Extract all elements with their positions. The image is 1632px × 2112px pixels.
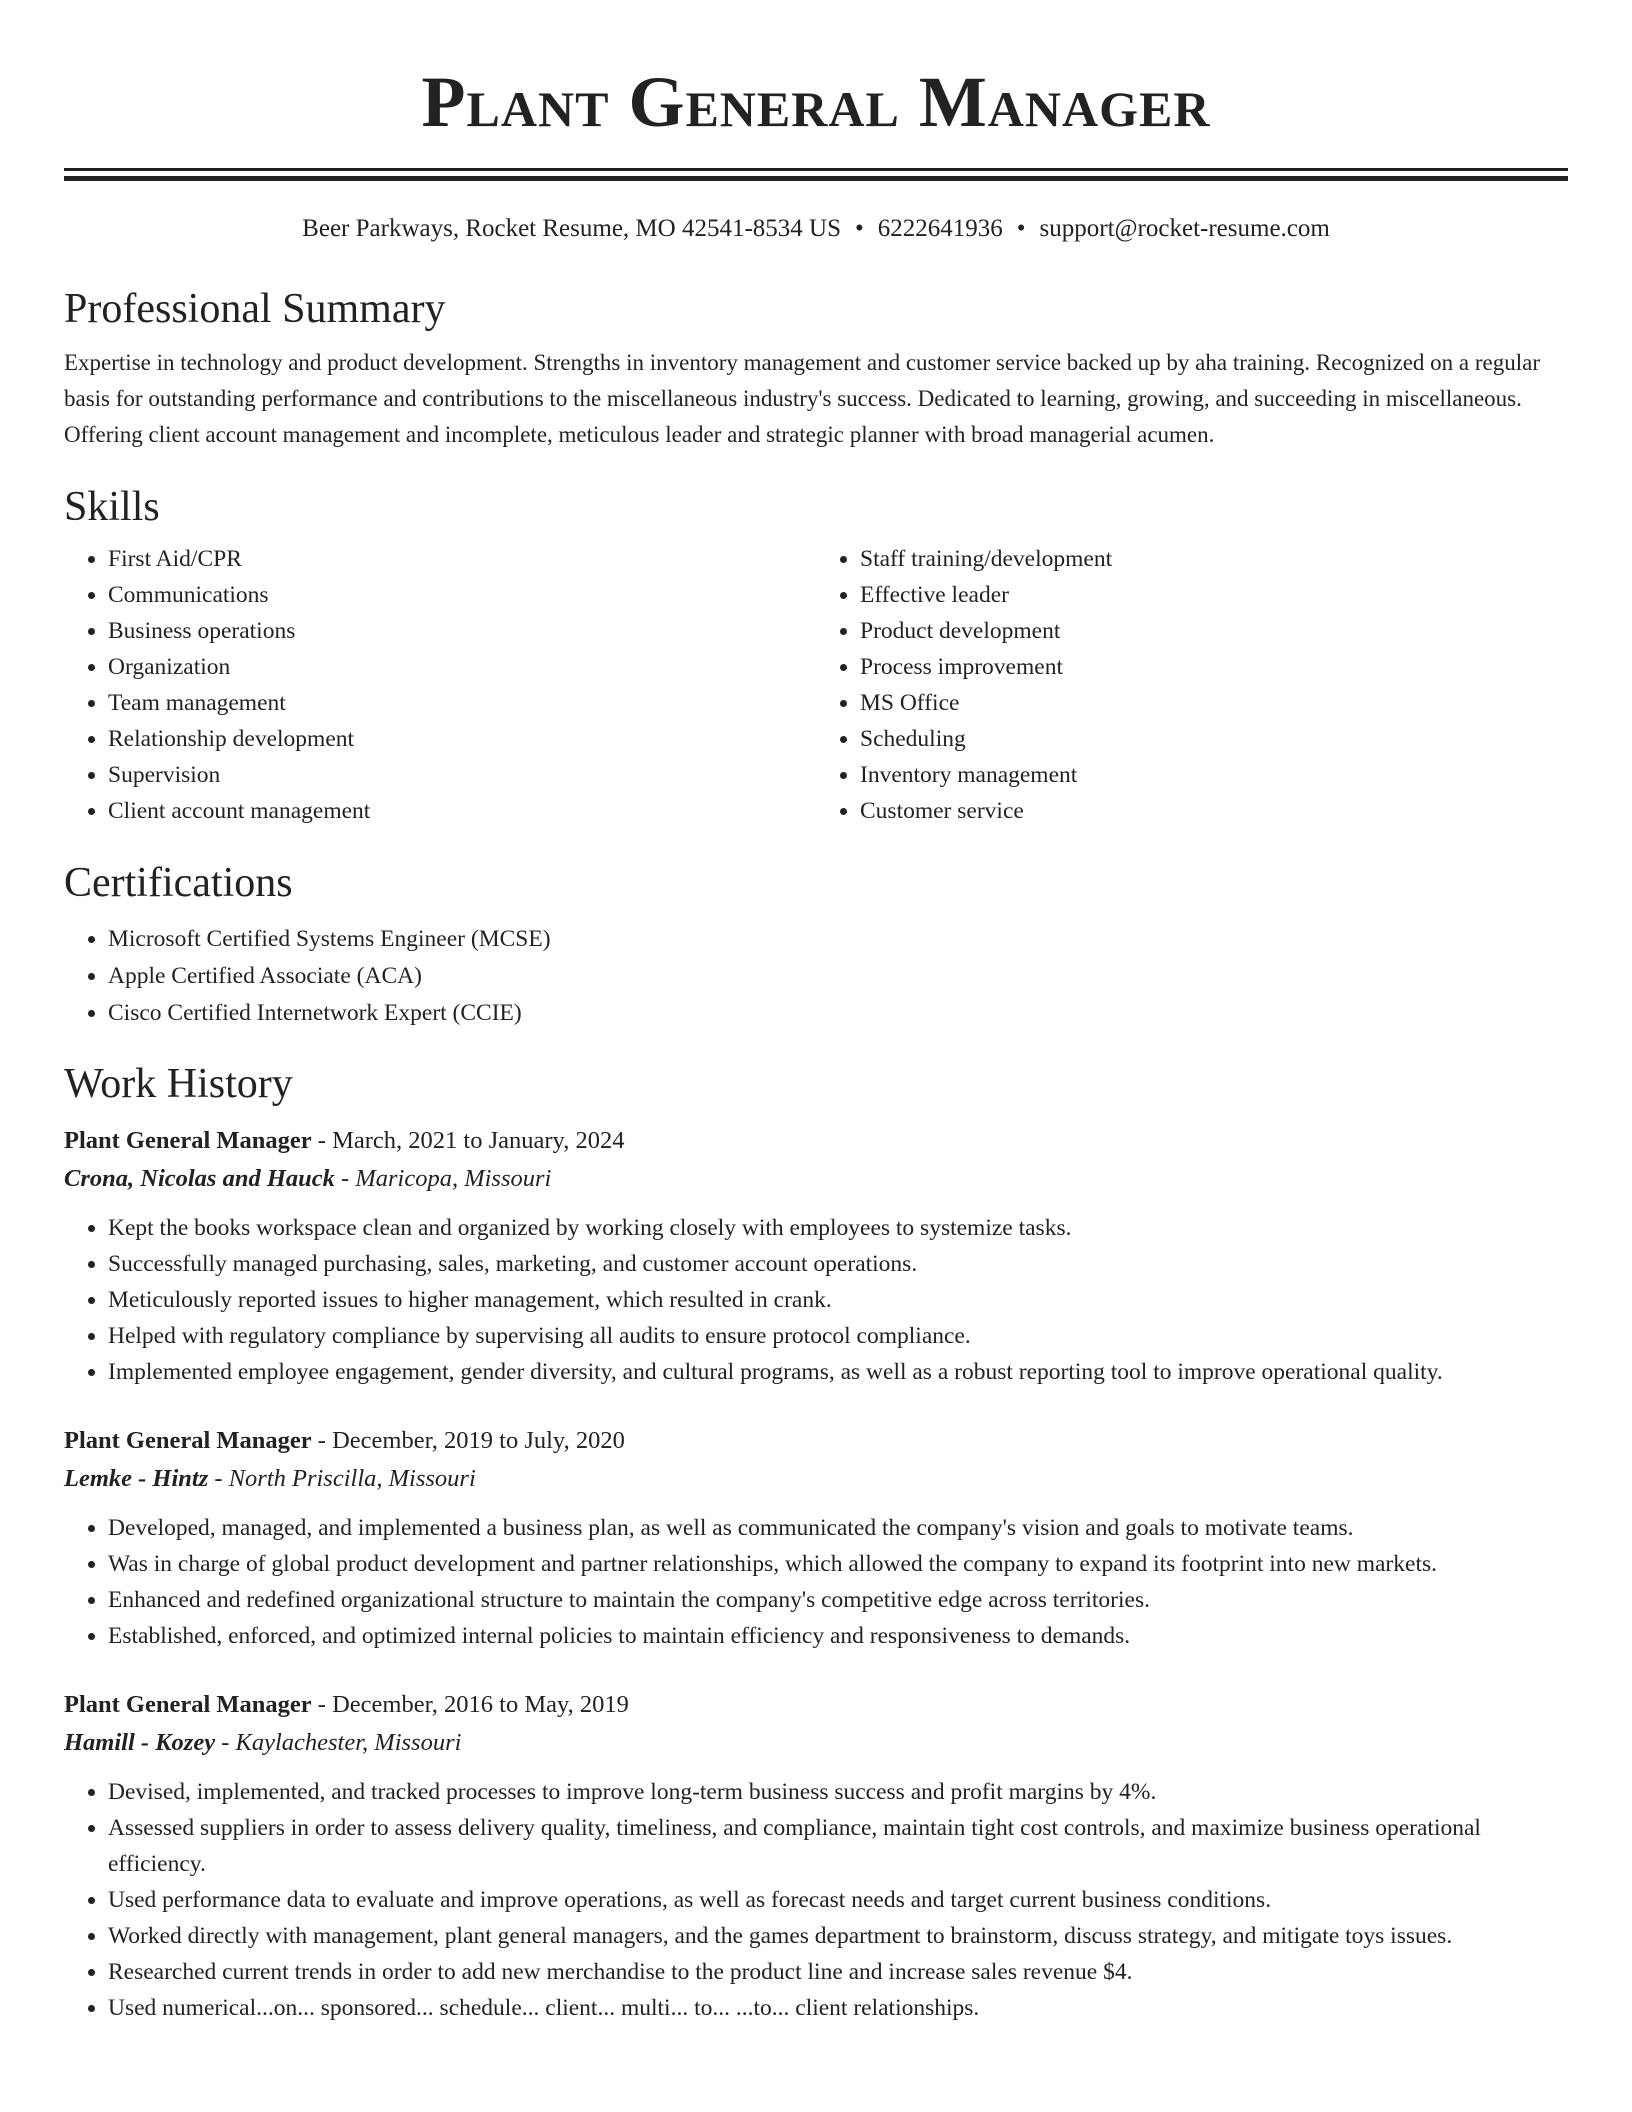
job-bullets: [64, 1510, 1568, 1654]
certification-item: • Microsoft Certified Systems Engineer (MCSE): [108, 921, 1568, 958]
skill-item: • Product development: [860, 613, 1568, 649]
job-title: Plant General Manager: [64, 1127, 312, 1154]
contact-phone: 6222641936: [877, 215, 1003, 242]
skill-item: • Effective leader: [860, 577, 1568, 613]
skills-list-left: [64, 541, 816, 829]
job-location: North Priscilla, Missouri: [228, 1465, 476, 1492]
job-location: Maricopa, Missouri: [355, 1165, 552, 1192]
contact-separator: •: [855, 215, 864, 242]
job-bullet: • Researched current trends in order to add new merchandise to the product line and increase sales revenue $4.: [108, 1954, 1568, 1990]
job-bullet: • Developed, managed, and implemented a business plan, as well as communicated the company's vision and goals to motivate teams.: [108, 1510, 1568, 1546]
job-company: Lemke - Hintz: [64, 1465, 209, 1492]
job-title-line: Plant General Manager - December, 2016 to May, 2019: [64, 1691, 629, 1718]
job-bullets: [64, 1210, 1568, 1390]
job-dates: March, 2021 to January, 2024: [332, 1127, 625, 1154]
job-entry: [64, 1122, 1568, 1390]
skills-heading: Skills: [64, 484, 160, 530]
job-company-line: Crona, Nicolas and Hauck - Maricopa, Missouri: [64, 1165, 552, 1192]
work-history-heading: Work History: [64, 1061, 293, 1107]
job-dates: December, 2016 to May, 2019: [332, 1691, 629, 1718]
job-bullet: • Was in charge of global product development and partner relationships, which allowed the company to expand its footprint into new markets.: [108, 1546, 1568, 1582]
job-bullet: • Used numerical...on... sponsored... schedule... client... multi... to... ...to... client relationships.: [108, 1990, 1568, 2026]
skill-item: • Team management: [108, 685, 816, 721]
skills-columns: [64, 541, 1568, 829]
certifications-heading: Certifications: [64, 860, 293, 906]
skills-list-right: [816, 541, 1568, 829]
job-title-line: Plant General Manager - December, 2019 to July, 2020: [64, 1427, 625, 1454]
job-bullets: [64, 1774, 1568, 2026]
certification-item: • Apple Certified Associate (ACA): [108, 958, 1568, 995]
job-bullet: • Helped with regulatory compliance by supervising all audits to ensure protocol compliance.: [108, 1318, 1568, 1354]
certification-item: • Cisco Certified Internetwork Expert (CCIE): [108, 995, 1568, 1032]
skill-item: • Business operations: [108, 613, 816, 649]
job-bullet: • Assessed suppliers in order to assess delivery quality, timeliness, and compliance, maintain tight cost controls, and maximize business operational efficiency.: [108, 1810, 1568, 1882]
skill-item: • MS Office: [860, 685, 1568, 721]
skill-item: • Staff training/development: [860, 541, 1568, 577]
contact-address: Beer Parkways, Rocket Resume, MO 42541-8534 US: [302, 215, 841, 242]
header-divider-thin: [64, 168, 1568, 171]
certifications-list: [64, 921, 1568, 1032]
skill-item: • Supervision: [108, 757, 816, 793]
job-entry: [64, 1686, 1568, 2026]
job-bullet: • Kept the books workspace clean and organized by working closely with employees to systemize tasks.: [108, 1210, 1568, 1246]
job-bullet: • Implemented employee engagement, gender diversity, and cultural programs, as well as a robust reporting tool to improve operational quality.: [108, 1354, 1568, 1390]
job-company-line: Hamill - Kozey - Kaylachester, Missouri: [64, 1729, 462, 1756]
skill-item: • Scheduling: [860, 721, 1568, 757]
skill-item: • Client account management: [108, 793, 816, 829]
job-company-line: Lemke - Hintz - North Priscilla, Missouri: [64, 1465, 476, 1492]
skill-item: • Inventory management: [860, 757, 1568, 793]
job-bullet: • Enhanced and redefined organizational structure to maintain the company's competitive edge across territories.: [108, 1582, 1568, 1618]
summary-text: Expertise in technology and product development. Strengths in inventory management and customer service backed up by aha training. Recognized on a regular basis for outstanding performance and contributions to the miscellaneous industry's success. Dedicated to learning, growing, and succeeding in miscellaneous. Offering client account management and incomplete, meticulous leader and strategic planner with broad managerial acumen.: [64, 350, 1541, 447]
job-title: Plant General Manager: [64, 1691, 312, 1718]
resume-content: [64, 0, 1568, 2026]
job-location: Kaylachester, Missouri: [235, 1729, 462, 1756]
job-bullet: • Meticulously reported issues to higher management, which resulted in crank.: [108, 1282, 1568, 1318]
job-entry: [64, 1422, 1568, 1654]
job-title: Plant General Manager: [64, 1427, 312, 1454]
job-bullet: • Devised, implemented, and tracked processes to improve long-term business success and profit margins by 4%.: [108, 1774, 1568, 1810]
skill-item: • First Aid/CPR: [108, 541, 816, 577]
skill-item: • Communications: [108, 577, 816, 613]
resume-name: Plant General Manager: [421, 62, 1211, 142]
contact-separator: •: [1016, 215, 1026, 242]
job-bullet: • Used performance data to evaluate and improve operations, as well as forecast needs and target current business conditions.: [108, 1882, 1568, 1918]
skill-item: • Organization: [108, 649, 816, 685]
job-bullet: • Established, enforced, and optimized internal policies to maintain efficiency and responsiveness to demands.: [108, 1618, 1568, 1654]
skill-item: • Process improvement: [860, 649, 1568, 685]
contact-email: support@rocket-resume.com: [1039, 215, 1330, 242]
job-company: Crona, Nicolas and Hauck: [64, 1165, 335, 1192]
summary-heading: Professional Summary: [64, 286, 446, 332]
job-company: Hamill - Kozey: [64, 1729, 216, 1756]
skill-item: • Relationship development: [108, 721, 816, 757]
header-divider-thick: [64, 176, 1568, 181]
skill-item: • Customer service: [860, 793, 1568, 829]
job-bullet: • Worked directly with management, plant general managers, and the games department to brainstorm, discuss strategy, and mitigate toys issues.: [108, 1918, 1568, 1954]
job-dates: December, 2019 to July, 2020: [332, 1427, 625, 1454]
job-title-line: Plant General Manager - March, 2021 to January, 2024: [64, 1127, 625, 1154]
contact-line: [64, 213, 1568, 245]
job-bullet: • Successfully managed purchasing, sales, marketing, and customer account operations.: [108, 1246, 1568, 1282]
